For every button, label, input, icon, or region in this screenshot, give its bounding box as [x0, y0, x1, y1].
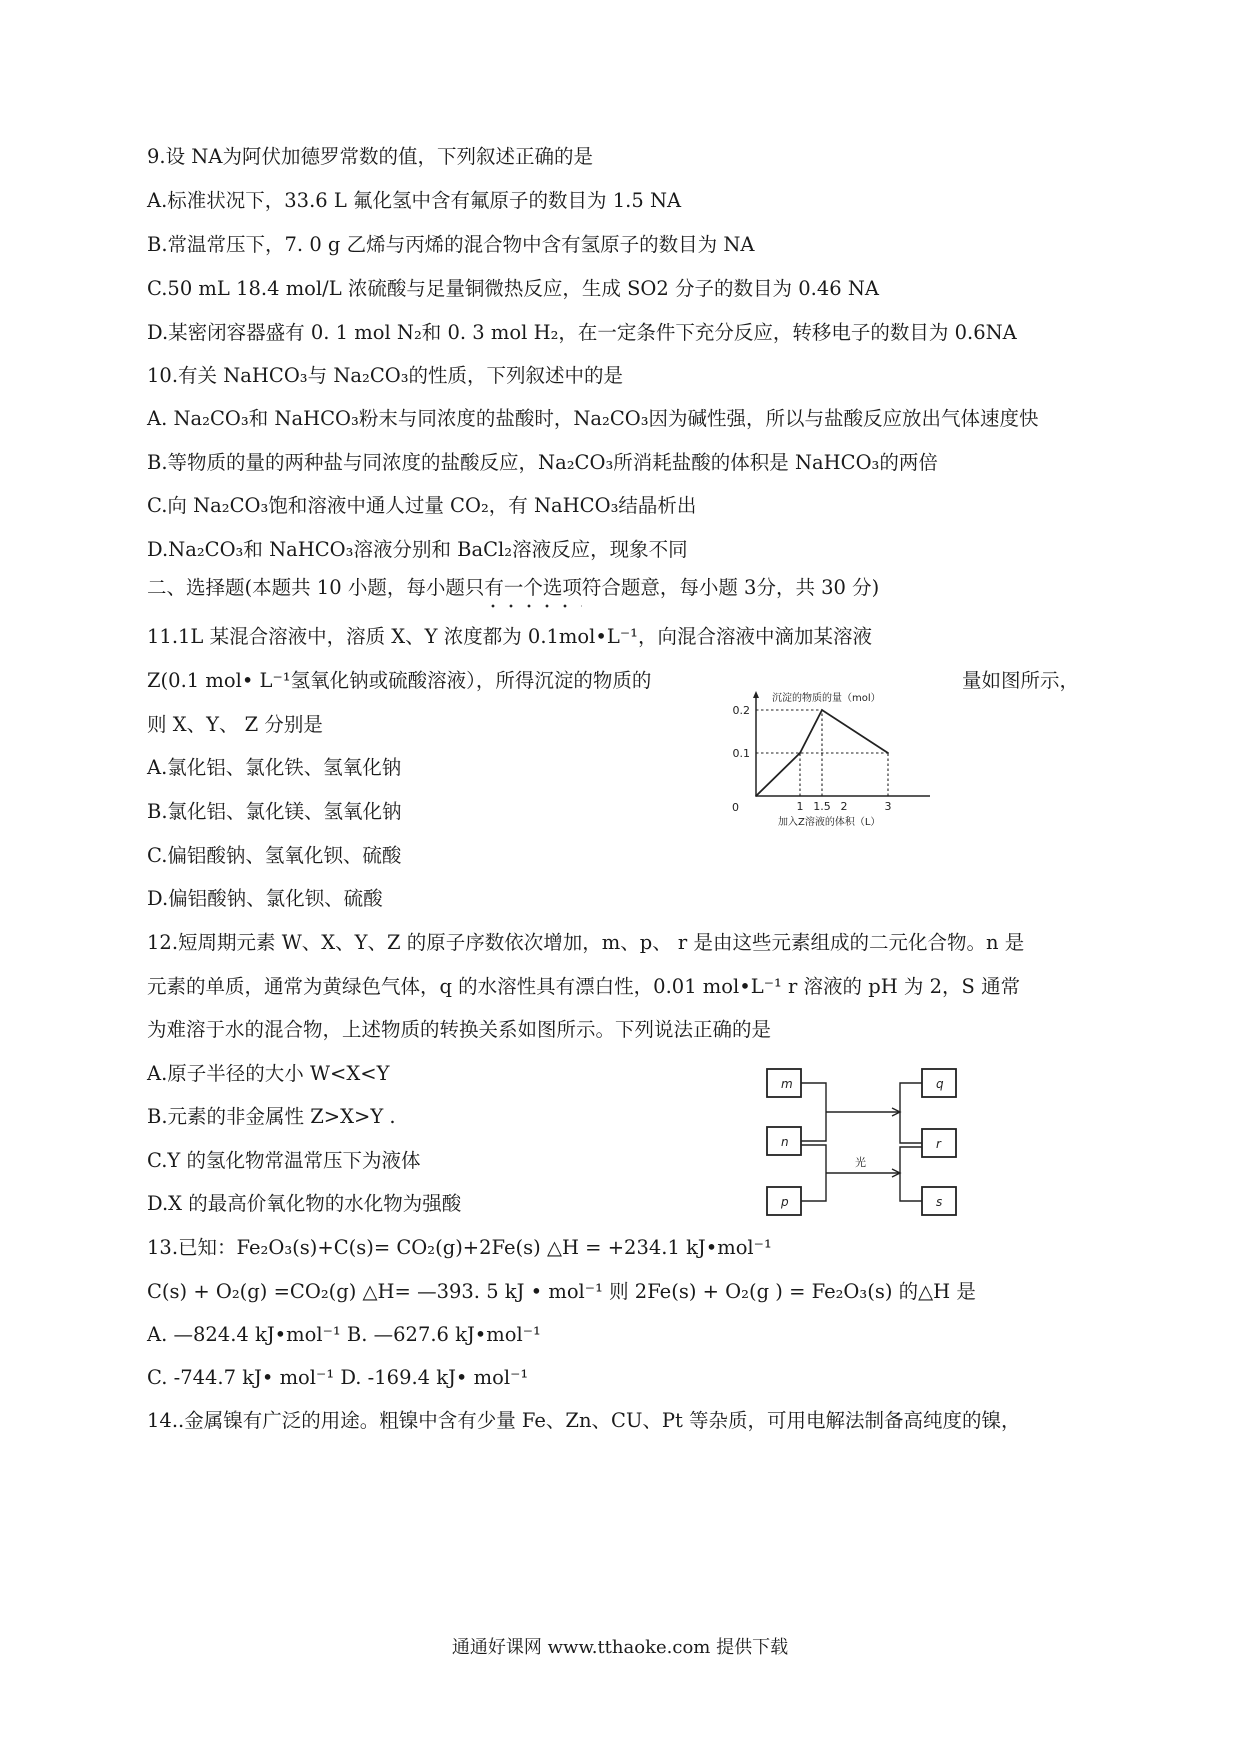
q10-stem: 10.有关 NaHCO₃与 Na₂CO₃的性质，下列叙述中的是 [147, 364, 624, 387]
condition-label: 光 [855, 1156, 866, 1169]
q10-option-d: D.Na₂CO₃和 NaHCO₃溶液分别和 BaCl₂溶液反应，现象不同 [147, 538, 688, 561]
q12-stem-1: 12.短周期元素 W、X、Y、Z 的原子序数依次增加，m、p、 r 是由这些元素组成的二元化合物。n 是 [147, 931, 1025, 954]
q12-option-d: D.X 的最高价氧化物的水化物为强酸 [147, 1192, 462, 1215]
q11-option-d: D.偏铝酸钠、氯化钡、硫酸 [147, 887, 383, 910]
box-n-label: n [781, 1135, 789, 1149]
x-axis-label: 加入Z溶液的体积（L） [778, 817, 881, 828]
q9-stem: 9.设 NA为阿伏加德罗常数的值，下列叙述正确的是 [147, 145, 593, 168]
x-tick-label: 2 [840, 800, 848, 813]
q11-stem-2-tail: 量如图所示， [962, 669, 1080, 692]
x-tick-label: 1 [796, 800, 804, 813]
box-s-label: s [936, 1195, 943, 1209]
data-point [821, 709, 823, 711]
q11-option-b: B.氯化铝、氯化镁、氢氧化钠 [147, 800, 402, 823]
q12-stem-3: 为难溶于水的混合物，上述物质的转换关系如图所示。下列说法正确的是 [147, 1018, 772, 1041]
q11-stem-2: Z(0.1 mol• L⁻¹氢氧化钠或硫酸溶液），所得沉淀的物质的 [147, 669, 652, 692]
section-heading-after: 符合题意，每小题 3分，共 30 分) [581, 576, 880, 599]
y-tick-label: 0.2 [732, 704, 750, 717]
q12-option-a: A.原子半径的大小 W<X<Y [147, 1062, 390, 1085]
q11-stem-1: 11.1L 某混合溶液中，溶质 X、Y 浓度都为 0.1mol•L⁻¹，向混合溶液中滴加某溶液 [147, 625, 872, 648]
x-tick-label: 1.5 [813, 800, 831, 813]
section-heading-emphasis: 有一个选项 [484, 576, 582, 599]
q10-option-b: B.等物质的量的两种盐与同浓度的盐酸反应，Na₂CO₃所消耗盐酸的体积是 NaHCO₃的两倍 [147, 451, 938, 474]
box-r-label: r [936, 1137, 941, 1151]
data-point [799, 752, 801, 754]
data-point [755, 795, 757, 797]
y-axis-arrow [753, 691, 759, 698]
q12-option-c: C.Y 的氢化物常温常压下为液体 [147, 1149, 421, 1172]
box-m-label: m [781, 1077, 793, 1091]
q13-stem-2: C(s) + O₂(g) =CO₂(g) △H= —393. 5 kJ • mol⁻¹ 则 2Fe(s) + O₂(g ) = Fe₂O₃(s) 的△H 是 [147, 1280, 976, 1303]
q13-stem-1: 13.已知：Fe₂O₃(s)+C(s)= CO₂(g)+2Fe(s) △H = +234.1 kJ•mol⁻¹ [147, 1236, 772, 1259]
q11-option-c: C.偏铝酸钠、氢氧化钡、硫酸 [147, 844, 402, 867]
q11-stem-3: 则 X、Y、 Z 分别是 [147, 713, 323, 736]
q12-option-b: B.元素的非金属性 Z>X>Y . [147, 1105, 396, 1128]
q10-option-c: C.向 Na₂CO₃饱和溶液中通人过量 CO₂，有 NaHCO₃结晶析出 [147, 494, 697, 517]
conversion-diagram [760, 1065, 970, 1220]
q10-option-a: A. Na₂CO₃和 NaHCO₃粉末与同浓度的盐酸时，Na₂CO₃因为碱性强，所以与盐酸反应放出气体速度快 [147, 407, 1039, 430]
q12-stem-2: 元素的单质，通常为黄绿色气体，q 的水溶性具有漂白性，0.01 mol•L⁻¹ r 溶液的 pH 为 2，S 通常 [147, 975, 1021, 998]
data-point [887, 752, 889, 754]
q11-option-a: A.氯化铝、氯化铁、氢氧化钠 [147, 756, 402, 779]
q13-options-ab: A. —824.4 kJ•mol⁻¹ B. —627.6 kJ•mol⁻¹ [147, 1323, 541, 1346]
origin-tick-label: 0 [732, 801, 739, 814]
q9-option-a: A.标准状况下，33.6 L 氟化氢中含有氟原子的数目为 1.5 NA [147, 189, 682, 212]
box-p-label: p [781, 1195, 789, 1209]
q13-options-cd: C. -744.7 kJ• mol⁻¹ D. -169.4 kJ• mol⁻¹ [147, 1366, 529, 1389]
section-heading [147, 575, 879, 601]
q9-option-c: C.50 mL 18.4 mol/L 浓硫酸与足量铜微热反应，生成 SO2 分子的数目为 0.46 NA [147, 277, 879, 300]
chart-guides [756, 710, 888, 796]
y-tick-label: 0.1 [732, 747, 750, 760]
section-heading-before: 二、选择题(本题共 10 小题，每小题只 [147, 576, 485, 599]
q14-stem-1: 14..金属镍有广泛的用途。粗镍中含有少量 Fe、Zn、CU、Pt 等杂质，可用电解法制备高纯度的镍， [147, 1409, 1021, 1432]
q9-option-b: B.常温常压下，7. 0 g 乙烯与丙烯的混合物中含有氢原子的数目为 NA [147, 233, 755, 256]
y-axis-label: 沉淀的物质的量（mol） [772, 693, 881, 704]
box-q-label: q [936, 1077, 944, 1091]
diagram-connectors [801, 1083, 922, 1201]
precipitate-chart [732, 685, 940, 835]
page-footer: 通通好课网 www.tthaoke.com 提供下载 [451, 1637, 789, 1658]
chart-axes [753, 691, 930, 796]
x-tick-label: 3 [884, 800, 892, 813]
q9-option-d: D.某密闭容器盛有 0. 1 mol N₂和 0. 3 mol H₂，在一定条件下充分反应，转移电子的数目为 0.6NA [147, 321, 1017, 344]
